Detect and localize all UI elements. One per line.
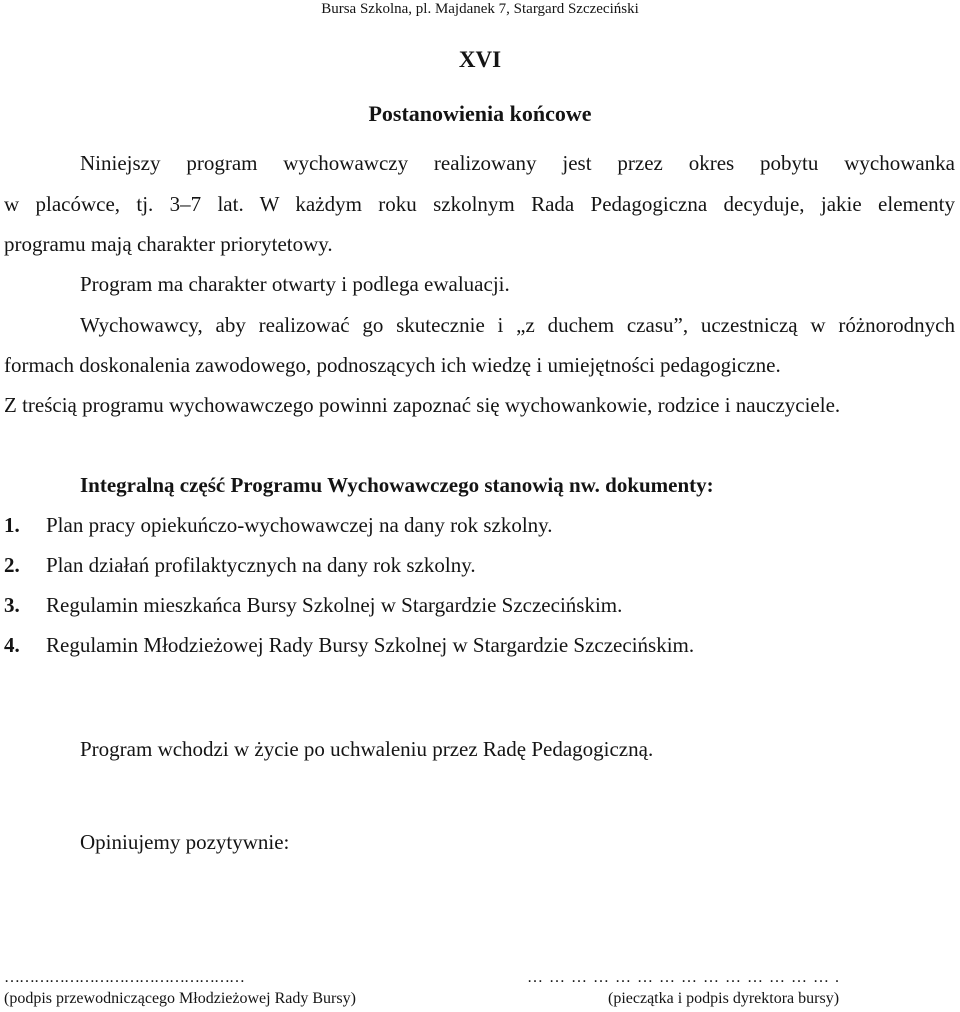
chapter-title: Postanowienia końcowe <box>368 101 592 126</box>
right-signature-line: ……………………………………. <box>527 969 845 986</box>
document-item <box>4 632 694 658</box>
document-item-number: 4. <box>4 633 20 657</box>
document-item <box>4 512 553 538</box>
document-item <box>4 552 476 578</box>
left-signature-caption: (podpis przewodniczącego Młodzieżowej Rady Bursy) <box>4 990 356 1007</box>
document-item-text: Plan działań profilaktycznych na dany rok szkolny. <box>46 553 476 577</box>
paragraph-4: Z treścią programu wychowawczego powinni zapoznać się wychowankowie, rodzice i nauczyciele. <box>4 393 841 417</box>
paragraph-3-line-2: formach doskonalenia zawodowego, podnoszących ich wiedzę i umiejętności pedagogiczne. <box>4 353 781 377</box>
paragraph-1-line-1: Niniejszy program wychowawczy realizowany jest przez okres pobytu wychowanka <box>80 151 955 175</box>
paragraph-1-line-3: programu mają charakter priorytetowy. <box>4 232 333 256</box>
chapter-number: XVI <box>458 47 502 72</box>
left-signature-line: ………………………………………… <box>4 969 244 986</box>
document-item-text: Regulamin Młodzieżowej Rady Bursy Szkolnej w Stargardzie Szczecińskim. <box>46 633 695 657</box>
paragraph-2: Program ma charakter otwarty i podlega ewaluacji. <box>80 272 510 296</box>
document-item <box>4 592 622 618</box>
document-item-number: 1. <box>4 513 20 537</box>
document-item-number: 2. <box>4 553 20 577</box>
document-item-text: Plan pracy opiekuńczo-wychowawczej na dany rok szkolny. <box>46 513 553 537</box>
paragraph-3-line-1: Wychowawcy, aby realizować go skutecznie i „z duchem czasu”, uczestniczą w różnorodnych <box>80 313 955 337</box>
page-header: Bursa Szkolna, pl. Majdanek 7, Stargard Szczeciński <box>321 1 639 17</box>
right-signature-caption: (pieczątka i podpis dyrektora bursy) <box>608 990 840 1007</box>
document-item-text: Regulamin mieszkańca Bursy Szkolnej w Stargardzie Szczecińskim. <box>46 593 623 617</box>
opinion-statement: Opiniujemy pozytywnie: <box>80 830 290 854</box>
effective-date-statement: Program wchodzi w życie po uchwaleniu przez Radę Pedagogiczną. <box>80 737 654 761</box>
document-item-number: 3. <box>4 593 20 617</box>
paragraph-1-line-2: w placówce, tj. 3–7 lat. W każdym roku szkolnym Rada Pedagogiczna decyduje, jakie elementy <box>4 192 955 216</box>
documents-heading: Integralną część Programu Wychowawczego stanowią nw. dokumenty: <box>80 473 714 497</box>
